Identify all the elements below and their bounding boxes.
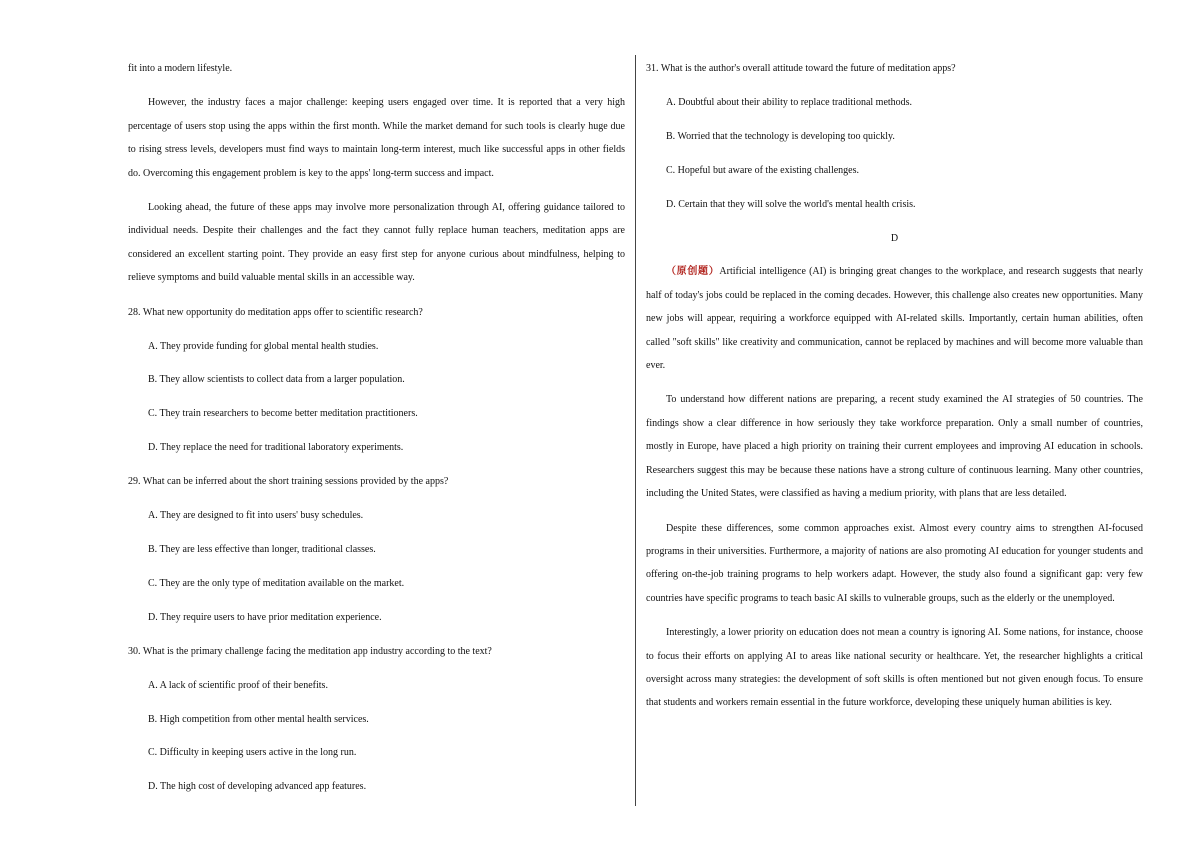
option-29b: B. They are less effective than longer, traditional classes. xyxy=(148,544,376,555)
paragraph: Despite these differences, some common approaches exist. Almost every country aims to strengthen AI-focused programs in their universities. Furthermore, a majority of nations are also promoting AI education for younger students and offering on-the-job training programs to help workers adapt. However, the study also found a significant gap: very few countries have specific programs to teach basic AI skills to vulnerable groups, such as the elderly or the unemployed. xyxy=(646,522,1143,604)
option-28d: D. They replace the need for traditional laboratory experiments. xyxy=(148,442,404,454)
option-30a: A. A lack of scientific proof of their benefits. xyxy=(148,679,328,691)
paragraph: fit into a modern lifestyle. xyxy=(128,63,233,74)
option-31d: D. Certain that they will solve the world's mental health crisis. xyxy=(666,198,916,210)
option-29c: C. They are the only type of meditation available on the market. xyxy=(148,577,405,589)
paragraph xyxy=(646,260,1143,377)
option-30b: B. High competition from other mental health services. xyxy=(148,713,369,725)
option-28b: B. They allow scientists to collect data from a larger population. xyxy=(148,374,405,386)
paragraph-text: Artificial intelligence (AI) is bringing great changes to the workplace, and research suggests that nearly half of today's jobs could be replaced in the coming decades. However, this challenge also creates new opportunities. Many new jobs will appear, requiring a workforce equipped with AI-related skills. Importantly, certain human abilities, often called "soft skills" like creativity and communication, cannot be replaced by machines and will become more valuable than ever. xyxy=(646,266,1144,372)
option-31b: B. Worried that the technology is developing too quickly. xyxy=(666,130,895,142)
option-28a: A. They provide funding for global mental health studies. xyxy=(148,340,379,352)
right-column xyxy=(646,57,1143,726)
option-29d: D. They require users to have prior meditation experience. xyxy=(148,611,382,623)
question-31: 31. What is the author's overall attitude toward the future of meditation apps? xyxy=(646,63,956,74)
option-29a: A. They are designed to fit into users' busy schedules. xyxy=(148,510,364,522)
question-29: 29. What can be inferred about the short training sessions provided by the apps? xyxy=(128,476,449,488)
paragraph: Looking ahead, the future of these apps may involve more personalization through AI, offering guidance tailored to individual needs. Despite their challenges and the fact they cannot fully replace human teachers, meditation apps are considered an excellent starting point. They provide an easy first step for anyone curious about mindfulness, helping to relieve symptoms and build valuable mental skills in an accessible way. xyxy=(128,202,625,284)
question-28: 28. What new opportunity do meditation apps offer to scientific research? xyxy=(128,306,423,318)
option-28c: C. They train researchers to become better meditation practitioners. xyxy=(148,408,418,420)
paragraph: To understand how different nations are preparing, a recent study examined the AI strategies of 50 countries. The findings show a clear difference in how seriously they take workforce preparation. Only a small number of countries, mostly in Europe, have placed a high priority on training their current employees and improving AI education in schools. Researchers suggest this may be because these nations have a strong culture of continuous learning. Many other countries, including the United States, were classified as having a medium priority, with plans that are less detailed. xyxy=(646,394,1143,500)
paragraph: Interestingly, a lower priority on education does not mean a country is ignoring AI. Some nations, for instance, choose to focus their efforts on applying AI to areas like national security or healthcare. Yet, the researcher highlights a critical oversight across many strategies: the development of soft skills is often mentioned but not given enough focus. To ensure that students and workers remain essential in the future workforce, developing these uniquely human abilities is key. xyxy=(646,627,1143,709)
paragraph: However, the industry faces a major challenge: keeping users engaged over time. It is reported that a very high percentage of users stop using the apps within the first month. While the market demand for such tools is clearly huge due to rising stress levels, developers must find ways to maintain long-term interest, much like successful apps in other fields do. Overcoming this engagement problem is key to the apps' long-term success and impact. xyxy=(128,97,625,179)
column-divider xyxy=(635,55,636,806)
original-question-tag: （原创题） xyxy=(666,266,720,278)
option-31c: C. Hopeful but aware of the existing challenges. xyxy=(666,164,859,176)
option-31a: A. Doubtful about their ability to replace traditional methods. xyxy=(666,96,913,108)
option-30d: D. The high cost of developing advanced app features. xyxy=(148,781,367,793)
left-column xyxy=(128,57,625,809)
section-heading: D xyxy=(890,232,899,244)
question-30: 30. What is the primary challenge facing the meditation app industry according to the text? xyxy=(128,645,492,657)
option-30c: C. Difficulty in keeping users active in the long run. xyxy=(148,747,357,759)
